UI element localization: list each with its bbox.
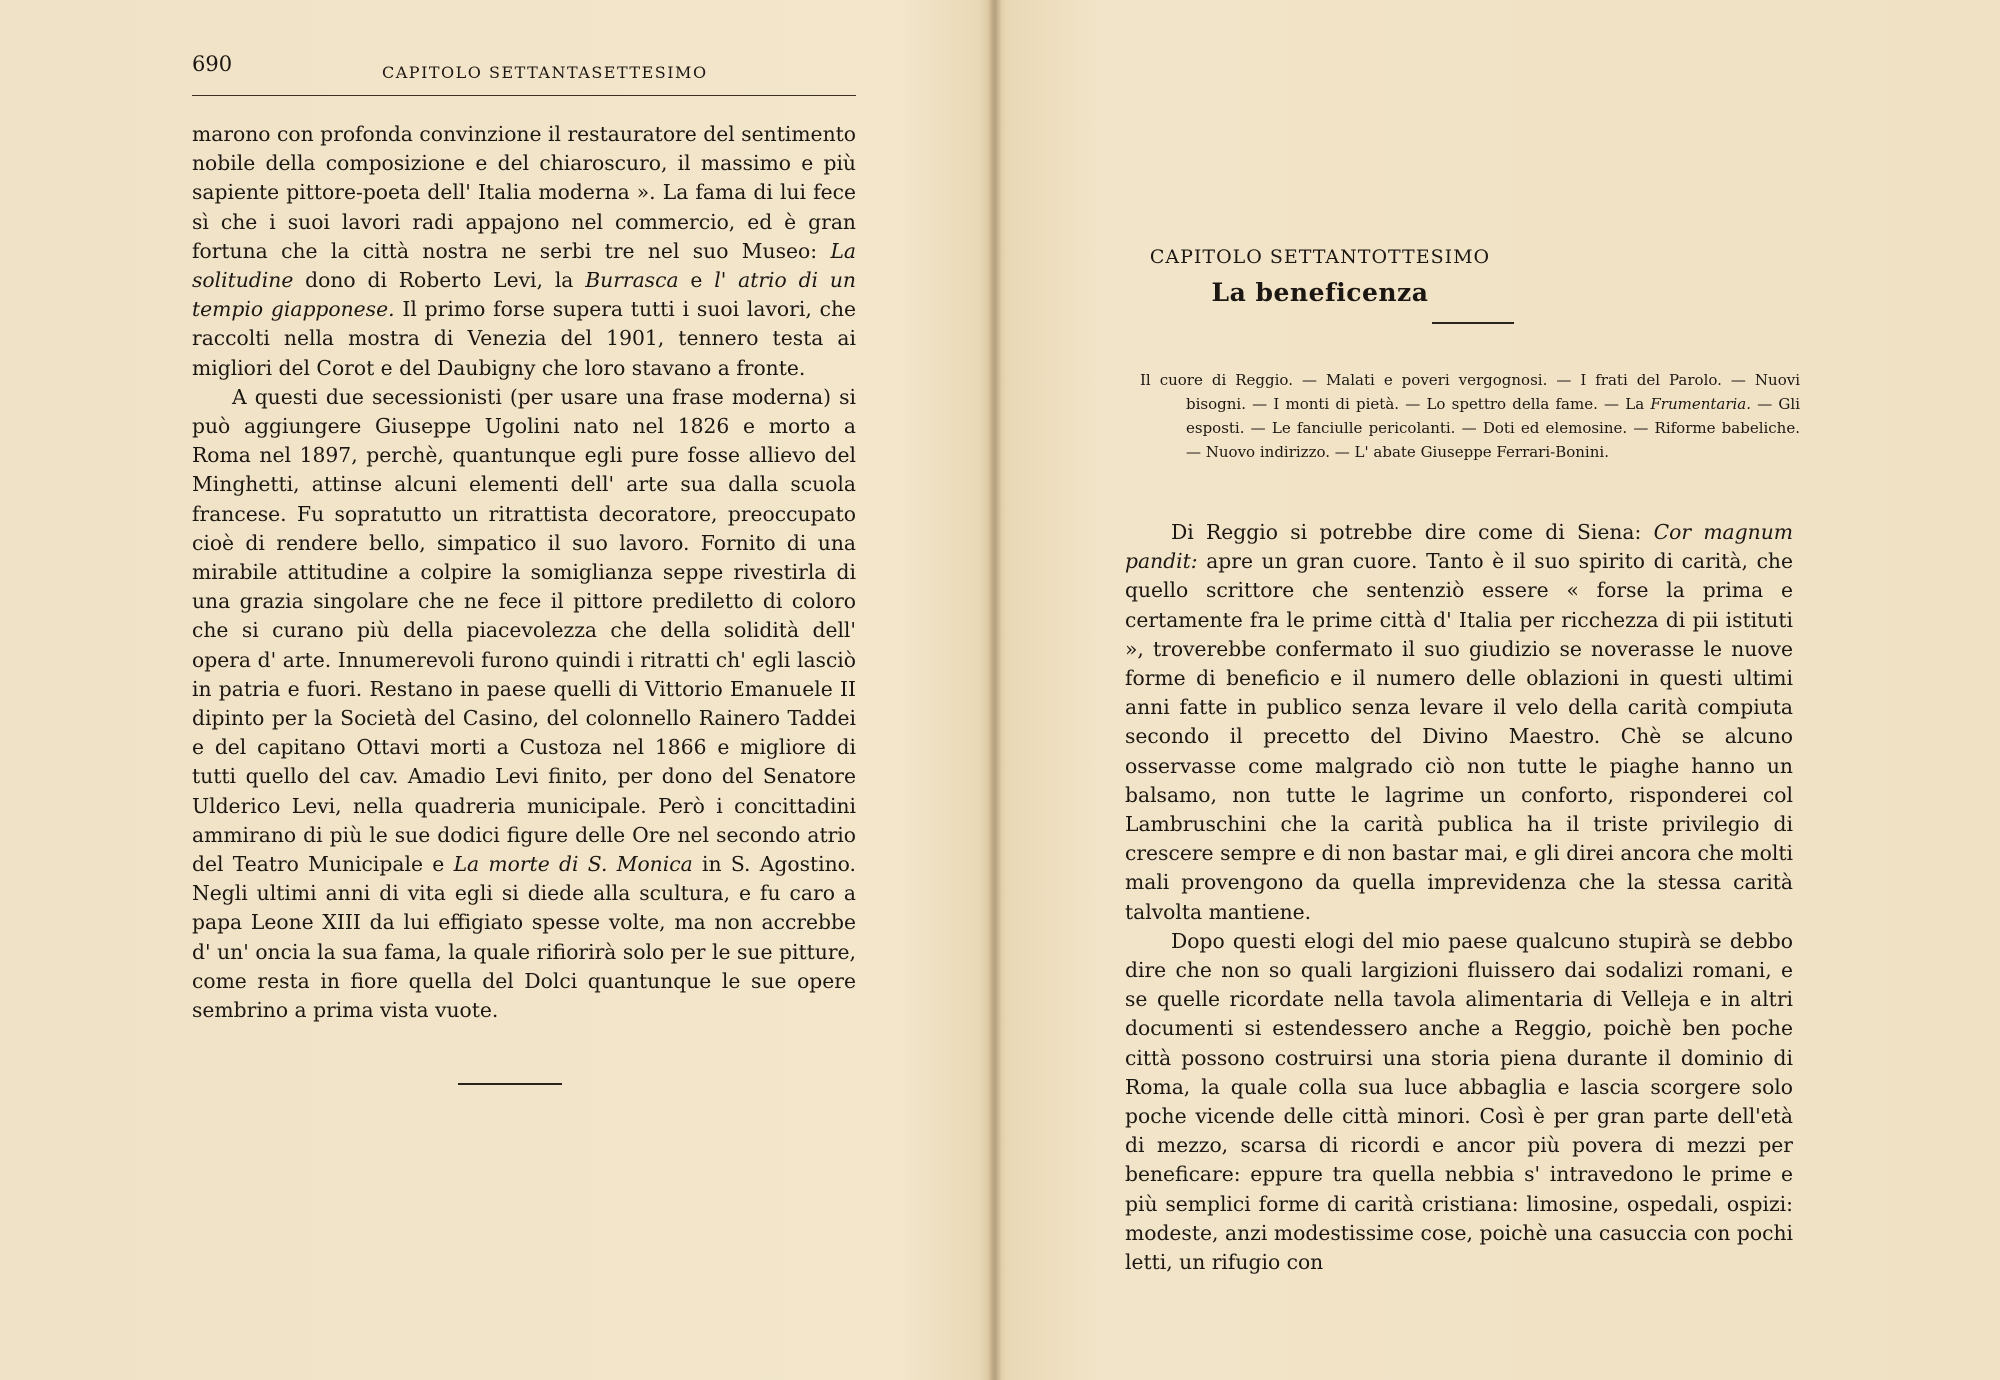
left-body-text — [192, 120, 856, 1025]
chapter-end-rule — [458, 1083, 562, 1085]
italic-title: Burrasca — [585, 268, 679, 293]
text-run: Il cuore di Reggio. — Malati e poveri vergognosi. — I frati del Parolo. — Nuovi bisogni. — I monti di pietà. — Lo spettro della fame. — La — [1140, 371, 1800, 413]
italic-quote: Cor magnum pandit: — [1125, 520, 1793, 574]
italic-title: l' atrio di un tempio giapponese. — [192, 268, 856, 322]
right-paragraph-2: Dopo questi elogi del mio paese qualcuno stupirà se debbo dire che non so quali largizioni fluissero dai sodalizi romani, e se quelle ricordate nella tavola alimentaria di Velleja e in altri documenti si estendessero anche a Reggio, poichè ben poche città possono costruirsi una storia piena durante il dominio di Roma, la quale colla sua luce abbaglia e lascia scorgere solo poche vicende delle città minori. Così è per gran parte dell'età di mezzo, scarsa di ricordi e ancor più povera di mezzi per beneficare: eppure tra quella nebbia s' intravedono le prime e più semplici forme di carità cristiana: limosine, ospedali, ospizi: modeste, anzi modestissime cose, poichè una casuccia con pochi letti, un rifugio con — [1125, 928, 1793, 1275]
page-number: 690 — [192, 52, 233, 76]
text-run: Il primo forse supera tutti i suoi lavori, che raccolti nella mostra di Venezia del 1901, tennero testa ai migliori del Corot e del Daubigny che loro stavano a fronte. — [192, 297, 857, 380]
text-run: marono con profonda convinzione il restauratore del sentimento nobile della composizione e del chiaroscuro, il massimo e più sapiente pittore-poeta dell' Italia moderna ». La fama di lui fece sì che i suoi lavori radi appajono nel commercio, ed è gran fortuna che la città nostra ne serbi tre nel suo Museo: — [192, 122, 856, 263]
text-run: — Gli esposti. — Le fanciulle pericolanti. — Doti ed elemosine. — Riforme babeliche. — Nuovo indirizzo. — L' abate Giuseppe Ferrari-Bonini. — [1186, 395, 1800, 461]
right-body-text — [1125, 518, 1793, 1277]
italic-title: Frumentaria. — [1650, 395, 1752, 413]
chapter-label: CAPITOLO SETTANTOTTESIMO — [1149, 246, 1491, 268]
italic-title: La solitudine — [192, 238, 856, 293]
running-head: CAPITOLO SETTANTASETTESIMO — [382, 63, 708, 82]
right-paragraph-1 — [1125, 518, 1793, 927]
left-page — [0, 0, 990, 1380]
header-rule — [192, 95, 856, 96]
chapter-title: La beneficenza — [1211, 278, 1429, 307]
text-run: apre un gran cuore. Tanto è il suo spirito di carità, che quello scrittore che sentenziò essere « forse la prima e certamente fra le prime città d' Italia per ricchezza di pii istituti », troverebbe confermato il suo giudizio se noverasse le nuove forme di beneficio e il numero delle oblazioni in questi ultimi anni fatte in publico senza levare il velo della carità compiuta secondo il precetto del Divino Maestro. Chè se alcuno osservasse come malgrado ciò non tutte le piaghe hanno un balsamo, non tutte le lagrime un conforto, risponderei col Lambruschini che la carità publica ha il triste privilegio di crescere sempre e di non bastar mai, e gli direi ancora che molti mali provengono da quella imprevidenza che la stessa carità talvolta mantiene. — [1125, 549, 1793, 924]
text-run: dono di Roberto Levi, la — [293, 268, 586, 293]
text-run: e — [678, 268, 715, 293]
left-paragraph-1 — [192, 120, 856, 383]
text-run: A questi due secessionisti (per usare una frase moderna) si può aggiungere Giuseppe Ugolini nato nel 1826 e morto a Roma nel 1897, perchè, quantunque egli pure fosse allievo del Minghetti, attinse alcuni elementi dell' arte sua dalla scuola francese. Fu sopratutto un ritrattista decoratore, preoccupato cioè di rendere bello, simpatico il suo lavoro. Fornito di una mirabile attitudine a colpire la somiglianza seppe rivestirla di una grazia singolare che ne fece il pittore prediletto di coloro che si curano più della piacevolezza che della solidità dell' opera d' arte. Innumerevoli furono quindi i ritratti ch' egli lasciò in patria e fuori. Restano in paese quelli di Vittorio Emanuele II dipinto per la Società del Casino, del colonnello Rainero Taddei e del capitano Ottavi morti a Custoza nel 1866 e migliore di tutti quello del cav. Amadio Levi finito, per dono del Senatore Ulderico Levi, nella quadreria municipale. Però i concittadini ammirano di più le sue dodici figure delle Ore nel secondo atrio del Teatro Municipale e — [192, 384, 856, 877]
text-run: in S. Agostino. Negli ultimi anni di vita egli si diede alla scultura, e fu caro a papa Leone XIII da lui effigiato spesse volte, ma non accrebbe d' un' oncia la sua fama, la quale rifiorirà solo per le sue pitture, come resta in fiore quella del Dolci quantunque le sue opere sembrino a prima vista vuote. — [192, 852, 856, 1023]
italic-title: La morte di S. Monica — [453, 852, 693, 877]
left-paragraph-2 — [192, 383, 856, 1025]
text-run: Di Reggio si potrebbe dire come di Siena: — [1171, 520, 1654, 544]
